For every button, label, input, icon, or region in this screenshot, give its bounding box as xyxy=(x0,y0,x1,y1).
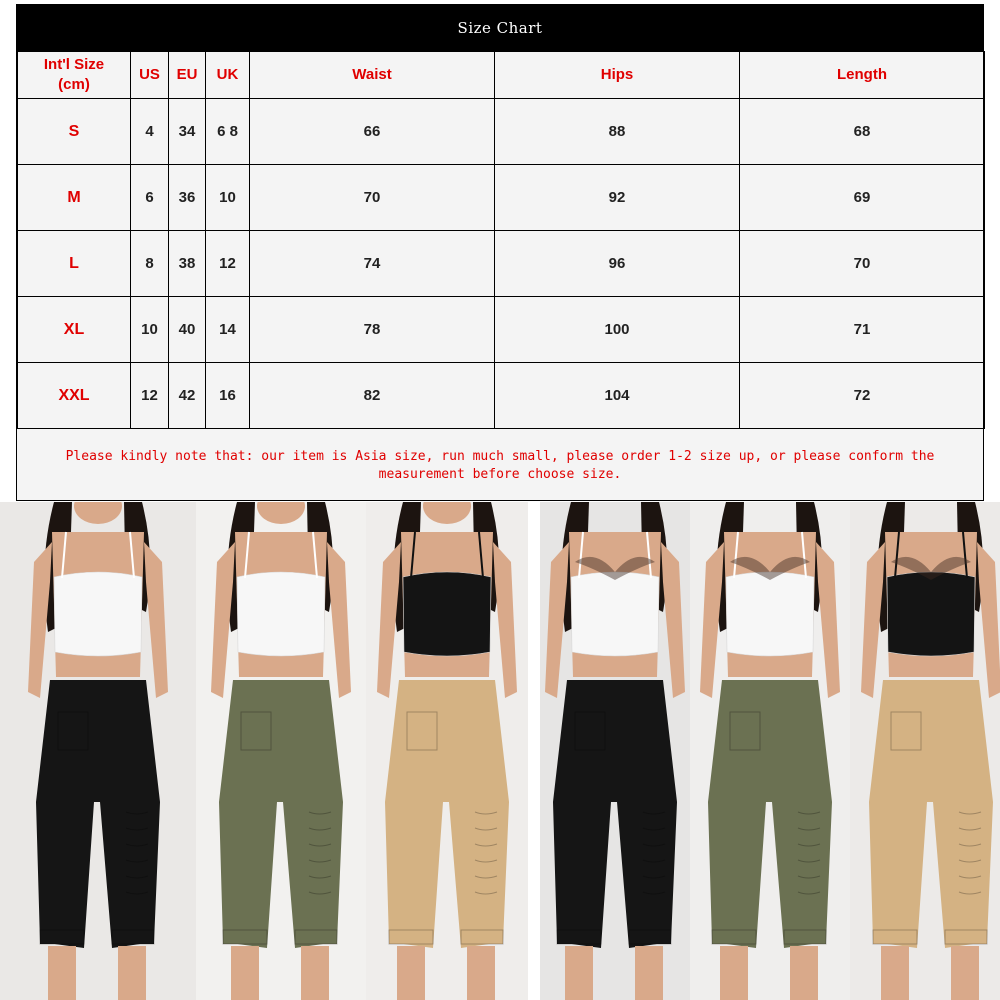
calf-right xyxy=(635,946,663,1000)
header-eu: EU xyxy=(169,52,206,99)
cell-uk: 14 xyxy=(206,297,250,363)
calf-right xyxy=(118,946,146,1000)
cell-length: 72 xyxy=(740,363,985,429)
model-illustration xyxy=(366,502,528,1000)
sizing-note: Please kindly note that: our item is Asia size, run much small, please order 1-2 size up, or please conform the measurement before choose size. xyxy=(65,449,935,482)
crop-top xyxy=(54,572,142,656)
calf-left xyxy=(720,946,748,1000)
cell-uk: 10 xyxy=(206,165,250,231)
arm-right xyxy=(977,542,1000,698)
product-photo-front-army-green xyxy=(196,502,366,1000)
model-illustration xyxy=(540,502,690,1000)
cell-length: 68 xyxy=(740,99,985,165)
table-row xyxy=(18,99,985,165)
cell-eu: 40 xyxy=(169,297,206,363)
cell-us: 6 xyxy=(131,165,169,231)
cell-waist: 66 xyxy=(250,99,495,165)
table-row xyxy=(18,165,985,231)
cell-waist: 74 xyxy=(250,231,495,297)
cell-length: 71 xyxy=(740,297,985,363)
cell-us: 10 xyxy=(131,297,169,363)
cell-us: 12 xyxy=(131,363,169,429)
cuff-left xyxy=(389,930,433,944)
calf-right xyxy=(790,946,818,1000)
calf-left xyxy=(48,946,76,1000)
calf-left xyxy=(397,946,425,1000)
cell-waist: 78 xyxy=(250,297,495,363)
cuff-left xyxy=(712,930,756,944)
cuff-left xyxy=(40,930,84,944)
product-photo-back-khaki xyxy=(850,502,1000,1000)
model-illustration xyxy=(690,502,850,1000)
calf-right xyxy=(301,946,329,1000)
product-photo-strip xyxy=(0,502,1000,1000)
header-hips: Hips xyxy=(495,52,740,99)
size-chart xyxy=(16,4,984,501)
cell-hips: 88 xyxy=(495,99,740,165)
cell-hips: 96 xyxy=(495,231,740,297)
header-us: US xyxy=(131,52,169,99)
calf-right xyxy=(467,946,495,1000)
crop-top xyxy=(403,572,491,656)
table-row xyxy=(18,231,985,297)
cell-eu: 38 xyxy=(169,231,206,297)
cell-waist: 70 xyxy=(250,165,495,231)
cell-uk: 16 xyxy=(206,363,250,429)
chin xyxy=(423,502,471,524)
header-length: Length xyxy=(740,52,985,99)
model-illustration xyxy=(850,502,1000,1000)
arm-right xyxy=(816,542,840,698)
cuff-right xyxy=(295,930,337,944)
product-photo-front-khaki xyxy=(366,502,528,1000)
cuff-right xyxy=(629,930,671,944)
table-row xyxy=(18,363,985,429)
chin xyxy=(74,502,122,524)
cell-size: XXL xyxy=(18,363,131,429)
table-body xyxy=(18,99,985,429)
cell-uk: 12 xyxy=(206,231,250,297)
size-chart-title: Size Chart xyxy=(17,5,983,51)
cuff-left xyxy=(557,930,601,944)
arm-right xyxy=(144,542,168,698)
calf-left xyxy=(881,946,909,1000)
calf-left xyxy=(565,946,593,1000)
chin xyxy=(257,502,305,524)
cell-us: 8 xyxy=(131,231,169,297)
crop-top xyxy=(726,572,814,656)
cell-hips: 100 xyxy=(495,297,740,363)
table-row xyxy=(18,297,985,363)
cell-eu: 42 xyxy=(169,363,206,429)
table-header-row xyxy=(18,52,985,99)
cuff-right xyxy=(784,930,826,944)
cell-uk: 6 8 xyxy=(206,99,250,165)
crop-top xyxy=(887,572,975,656)
cell-length: 69 xyxy=(740,165,985,231)
model-illustration xyxy=(196,502,366,1000)
cell-size: M xyxy=(18,165,131,231)
cell-hips: 104 xyxy=(495,363,740,429)
cell-eu: 36 xyxy=(169,165,206,231)
cell-eu: 34 xyxy=(169,99,206,165)
arm-right xyxy=(661,542,685,698)
cell-hips: 92 xyxy=(495,165,740,231)
cuff-right xyxy=(112,930,154,944)
cuff-right xyxy=(945,930,987,944)
calf-left xyxy=(231,946,259,1000)
calf-right xyxy=(951,946,979,1000)
cuff-left xyxy=(873,930,917,944)
size-table xyxy=(17,51,985,429)
header-intl-size: Int'l Size (cm) xyxy=(18,52,131,99)
header-waist: Waist xyxy=(250,52,495,99)
cell-size: XL xyxy=(18,297,131,363)
product-photo-back-army-green xyxy=(690,502,850,1000)
cuff-left xyxy=(223,930,267,944)
crop-top xyxy=(571,572,659,656)
cell-us: 4 xyxy=(131,99,169,165)
crop-top xyxy=(237,572,325,656)
cuff-right xyxy=(461,930,503,944)
header-uk: UK xyxy=(206,52,250,99)
product-photo-front-black xyxy=(0,502,196,1000)
model-illustration xyxy=(0,502,196,1000)
product-photo-back-black xyxy=(540,502,690,1000)
arm-right xyxy=(327,542,351,698)
arm-right xyxy=(493,542,517,698)
cell-waist: 82 xyxy=(250,363,495,429)
cell-size: S xyxy=(18,99,131,165)
cell-size: L xyxy=(18,231,131,297)
cell-length: 70 xyxy=(740,231,985,297)
